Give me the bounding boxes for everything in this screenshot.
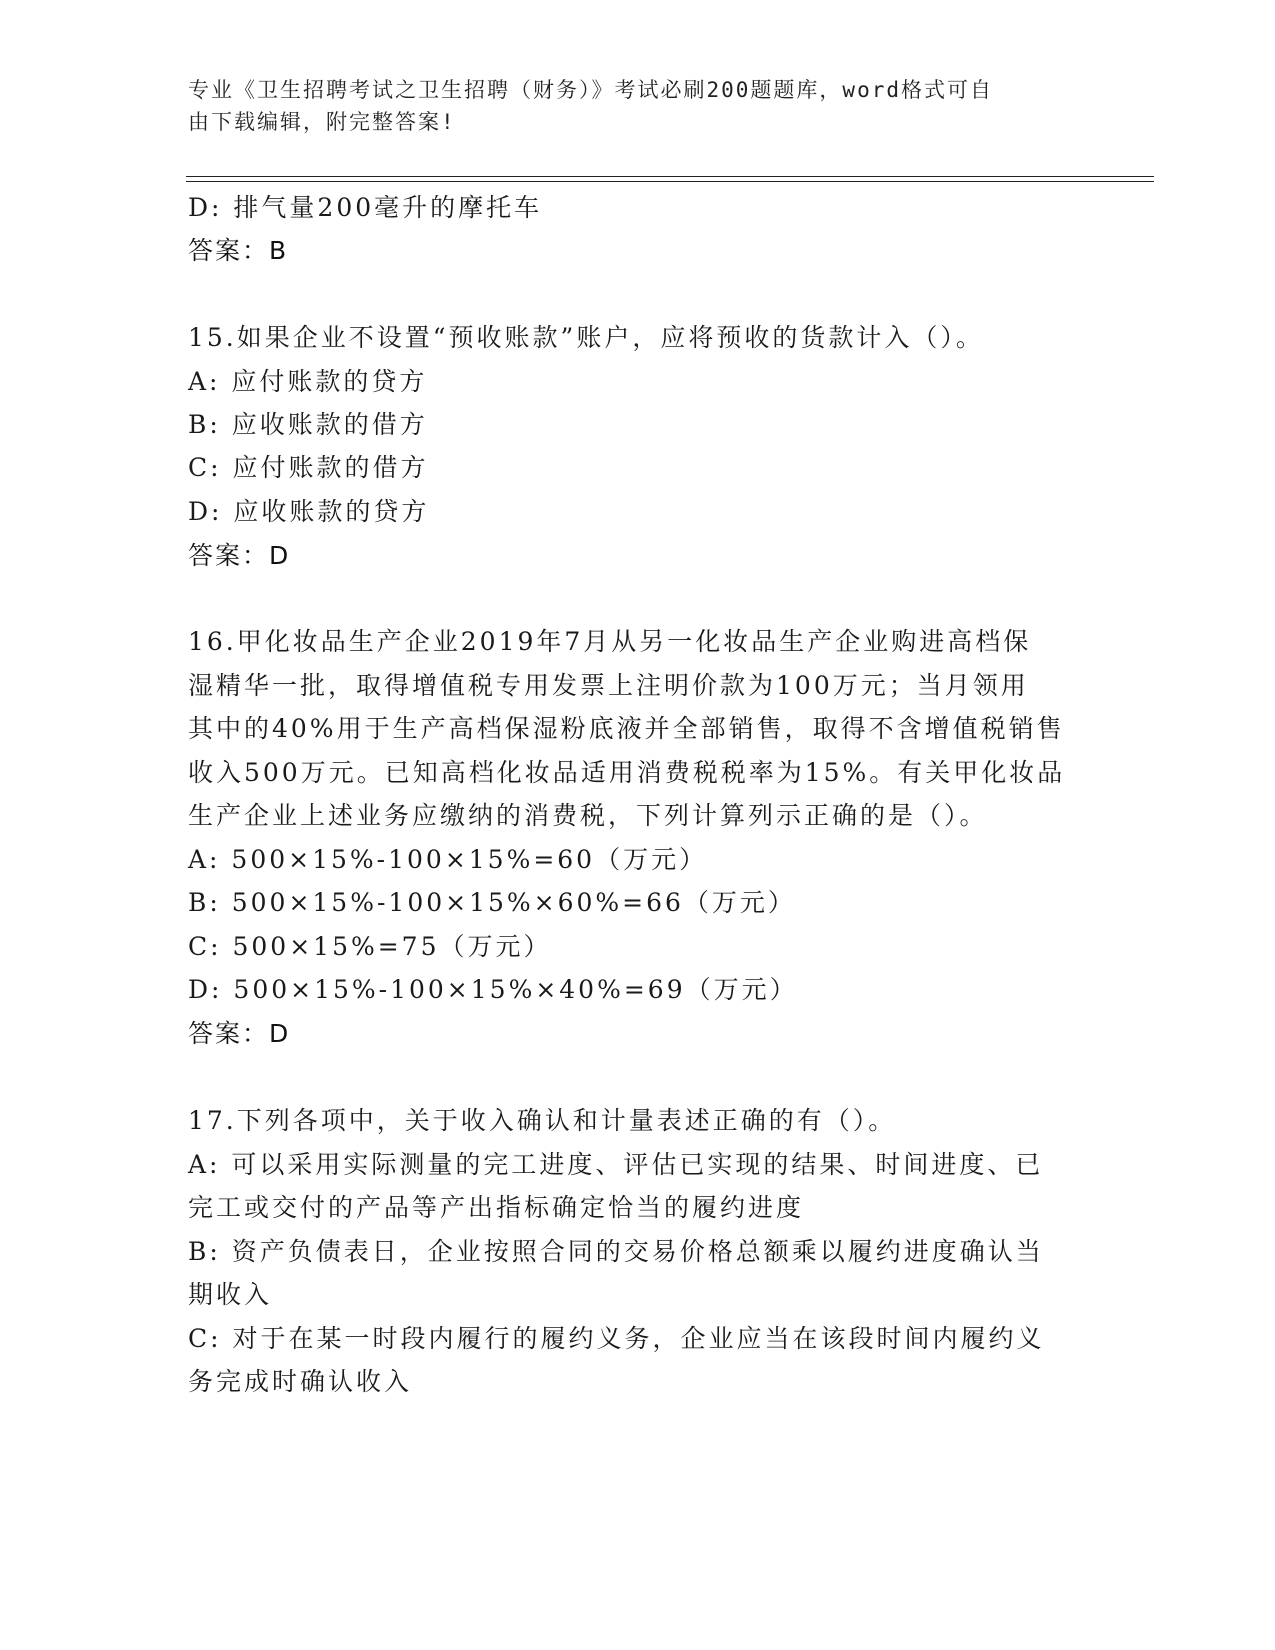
q17-option-b-line-1: B: 资产负债表日，企业按照合同的交易价格总额乘以履约进度确认当	[188, 1237, 1044, 1266]
q16-option-b: B: 500×15%-100×15%×60%=66（万元）	[188, 888, 796, 917]
q15-answer: 答案：D	[188, 541, 291, 570]
q15-option-b: B: 应收账款的借方	[188, 410, 428, 439]
q16-question-line-5: 生产企业上述业务应缴纳的消费税，下列计算列示正确的是（）。	[188, 801, 988, 830]
q15-option-a: A: 应付账款的贷方	[188, 367, 428, 396]
q17-option-c-line-2: 务完成时确认收入	[188, 1367, 413, 1396]
q17-option-a-line-1: A: 可以采用实际测量的完工进度、评估已实现的结果、时间进度、已	[188, 1150, 1044, 1179]
q16-option-a: A: 500×15%-100×15%=60（万元）	[188, 845, 708, 874]
q15-option-d: D: 应收账款的贷方	[188, 497, 430, 526]
prev-answer: 答案：B	[188, 236, 289, 265]
header-divider-bottom	[186, 181, 1154, 182]
header-line-2: 由下载编辑，附完整答案!	[188, 110, 456, 134]
document-header	[188, 74, 1068, 138]
q16-option-c: C: 500×15%=75（万元）	[188, 932, 552, 961]
prev-option-d: D: 排气量200毫升的摩托车	[188, 193, 543, 222]
q16-question-line-1: 16.甲化妆品生产企业2019年7月从另一化妆品生产企业购进高档保	[188, 627, 1032, 656]
header-line-1: 专业《卫生招聘考试之卫生招聘（财务）》考试必刷200题题库，word格式可自	[188, 78, 993, 102]
q16-question-line-4: 收入500万元。已知高档化妆品适用消费税税率为15%。有关甲化妆品	[188, 758, 1066, 787]
header-divider-top	[186, 176, 1154, 177]
q17-option-c-line-1: C: 对于在某一时段内履行的履约义务，企业应当在该段时间内履约义	[188, 1324, 1045, 1353]
q17-option-a-line-2: 完工或交付的产品等产出指标确定恰当的履约进度	[188, 1193, 805, 1222]
q16-question-line-2: 湿精华一批，取得增值税专用发票上注明价款为100万元；当月领用	[188, 671, 1029, 700]
q16-answer: 答案：D	[188, 1019, 291, 1048]
q15-option-c: C: 应付账款的借方	[188, 453, 429, 482]
q17-question: 17.下列各项中，关于收入确认和计量表述正确的有（）。	[188, 1106, 897, 1135]
q17-option-b-line-2: 期收入	[188, 1280, 273, 1309]
q16-question-line-3: 其中的40%用于生产高档保湿粉底液并全部销售，取得不含增值税销售	[188, 714, 1065, 743]
q16-option-d: D: 500×15%-100×15%×40%=69（万元）	[188, 975, 798, 1004]
q15-question: 15.如果企业不设置“预收账款”账户，应将预收的货款计入（）。	[188, 323, 984, 352]
